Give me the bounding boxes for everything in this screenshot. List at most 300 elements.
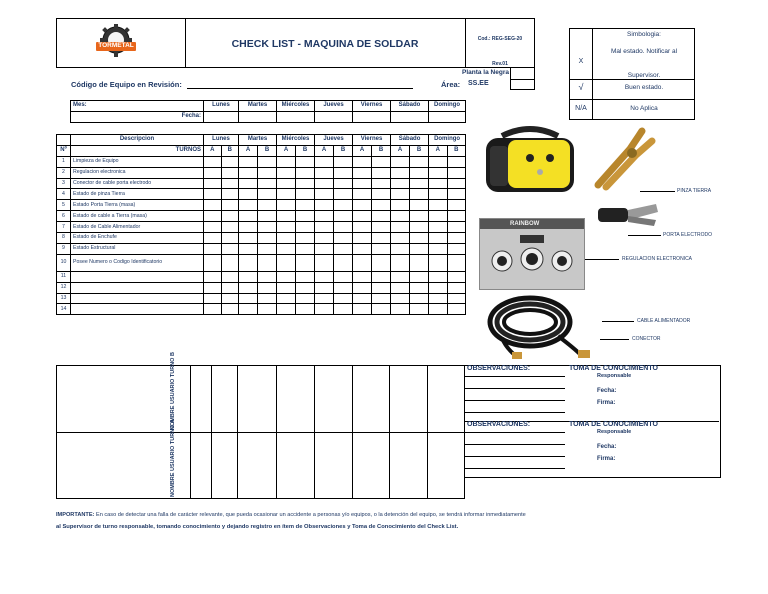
check-cell[interactable] [258,178,277,189]
check-cell[interactable] [204,189,222,200]
checklist-row [57,304,466,315]
check-cell[interactable] [410,282,429,293]
check-cell[interactable] [353,189,372,200]
electrode-holder-image [596,198,666,232]
check-cell[interactable] [296,178,315,189]
check-cell[interactable] [391,254,410,271]
important-notice [56,512,526,518]
check-cell[interactable] [277,282,296,293]
check-cell[interactable] [258,156,277,167]
shift-b-header: B [258,145,277,156]
check-cell[interactable] [429,282,448,293]
check-cell[interactable] [429,254,448,271]
check-cell[interactable] [315,200,334,211]
checklist-row [57,222,466,233]
check-cell[interactable] [315,243,334,254]
check-cell[interactable] [353,304,372,315]
item-number: 5 [57,200,71,211]
check-cell[interactable] [447,254,466,271]
check-cell[interactable] [372,167,391,178]
check-cell[interactable] [447,200,466,211]
shift-a-header: A [277,145,296,156]
check-cell[interactable] [334,293,353,304]
check-cell[interactable] [410,189,429,200]
day-mon: Lunes [204,101,239,112]
check-cell[interactable] [221,282,239,293]
checklist-table [56,134,466,315]
check-cell[interactable] [447,233,466,244]
symbol-check-meaning: Buen estado. [624,84,664,91]
shift-a-header: A [391,145,410,156]
check-cell[interactable] [410,233,429,244]
check-cell[interactable] [258,282,277,293]
check-cell[interactable] [429,178,448,189]
day-sun: Domingo [429,101,466,112]
check-cell[interactable] [429,167,448,178]
check-cell[interactable] [372,304,391,315]
important-line-2: al Supervisor de turno responsable, tomando conocimiento y dejando registro en ítem de Observaciones y Toma de Conocimiento del Check List. [56,524,459,530]
area-value: SS.EE [468,80,489,87]
check-cell[interactable] [372,243,391,254]
check-cell[interactable] [391,293,410,304]
check-cell[interactable] [429,233,448,244]
check-cell[interactable] [296,282,315,293]
check-cell[interactable] [410,254,429,271]
check-cell[interactable] [334,156,353,167]
check-cell[interactable] [277,271,296,282]
check-cell[interactable] [372,211,391,222]
check-cell[interactable] [353,156,372,167]
item-number: 9 [57,243,71,254]
signature-grid [56,365,465,499]
checklist-row [57,211,466,222]
check-cell[interactable] [334,200,353,211]
check-cell[interactable] [239,200,258,211]
check-cell[interactable] [277,178,296,189]
document-code: Cod.: REG-SEG-20 [477,36,523,42]
check-cell[interactable] [334,222,353,233]
check-cell[interactable] [258,200,277,211]
check-cell[interactable] [296,293,315,304]
connector-label: CONECTOR [632,336,661,342]
shift-b-header: B [221,145,239,156]
check-cell[interactable] [447,293,466,304]
equipment-code-field[interactable] [187,88,413,89]
symbology-title: Simbologia: [627,31,661,38]
observations-label-2: OBSERVACIONES: [467,421,531,428]
check-cell[interactable] [221,211,239,222]
day-fri: Viernes [353,135,391,146]
signature-label-2: Firma: [597,456,616,462]
check-cell[interactable] [353,243,372,254]
area-label: Área: [441,80,461,89]
check-cell[interactable] [239,156,258,167]
check-cell[interactable] [221,200,239,211]
check-cell[interactable] [410,243,429,254]
check-cell[interactable] [334,243,353,254]
check-cell[interactable] [296,243,315,254]
check-cell[interactable] [277,222,296,233]
month-date-table [70,100,466,123]
symbology-box [569,28,695,120]
check-cell[interactable] [334,282,353,293]
check-cell[interactable] [429,189,448,200]
description-header: Descripcion [71,135,204,146]
check-cell[interactable] [410,156,429,167]
check-cell[interactable] [277,211,296,222]
checklist-row [57,254,466,271]
check-cell[interactable] [391,271,410,282]
check-cell[interactable] [239,271,258,282]
item-description: Estado de Cable Alimentador [71,222,204,233]
date-label-2: Fecha: [597,444,617,450]
check-cell[interactable] [315,156,334,167]
signature-cell-turno-b[interactable] [352,366,389,432]
check-cell[interactable] [221,243,239,254]
check-cell[interactable] [334,167,353,178]
check-cell[interactable] [391,178,410,189]
check-cell[interactable] [258,254,277,271]
check-cell[interactable] [221,167,239,178]
check-cell[interactable] [429,211,448,222]
check-cell[interactable] [429,304,448,315]
document-revision: Rev.01 [492,61,508,67]
check-cell[interactable] [447,211,466,222]
check-cell[interactable] [296,222,315,233]
check-cell[interactable] [391,243,410,254]
check-cell[interactable] [391,200,410,211]
check-cell[interactable] [204,282,222,293]
checklist-row [57,282,466,293]
check-cell[interactable] [277,156,296,167]
check-cell[interactable] [258,304,277,315]
check-cell[interactable] [429,271,448,282]
check-cell[interactable] [447,271,466,282]
item-description: Limpieza de Equipo [71,156,204,167]
check-cell[interactable] [334,178,353,189]
check-cell[interactable] [296,304,315,315]
check-cell[interactable] [258,222,277,233]
check-cell[interactable] [447,282,466,293]
check-cell[interactable] [239,304,258,315]
check-cell[interactable] [239,222,258,233]
check-cell[interactable] [296,271,315,282]
check-cell[interactable] [353,293,372,304]
signature-cell-turno-b[interactable] [389,366,427,432]
check-cell[interactable] [447,222,466,233]
earth-clamp-image [590,123,660,191]
check-cell[interactable] [258,233,277,244]
check-cell[interactable] [315,233,334,244]
day-mon: Lunes [204,135,239,146]
date-cell[interactable] [315,111,353,122]
item-number: 3 [57,178,71,189]
check-cell[interactable] [277,233,296,244]
check-cell[interactable] [372,271,391,282]
day-wed: Miércoles [277,101,315,112]
check-cell[interactable] [315,211,334,222]
check-cell[interactable] [334,254,353,271]
check-cell[interactable] [372,282,391,293]
check-cell[interactable] [315,254,334,271]
check-cell[interactable] [410,271,429,282]
check-cell[interactable] [315,304,334,315]
check-cell[interactable] [296,200,315,211]
check-cell[interactable] [372,200,391,211]
check-cell[interactable] [372,254,391,271]
check-cell[interactable] [315,282,334,293]
check-cell[interactable] [410,304,429,315]
check-cell[interactable] [258,293,277,304]
check-cell[interactable] [372,293,391,304]
check-cell[interactable] [239,293,258,304]
item-number: 4 [57,189,71,200]
check-cell[interactable] [315,293,334,304]
check-cell[interactable] [239,233,258,244]
check-cell[interactable] [353,200,372,211]
check-cell[interactable] [221,178,239,189]
check-cell[interactable] [204,254,222,271]
check-cell[interactable] [204,156,222,167]
check-cell[interactable] [258,271,277,282]
date-cell[interactable] [239,111,277,122]
check-cell[interactable] [204,222,222,233]
shifts-header: TURNOS [71,145,204,156]
check-cell[interactable] [353,233,372,244]
check-cell[interactable] [334,233,353,244]
month-label: Mes: [71,101,204,112]
check-cell[interactable] [410,222,429,233]
check-cell[interactable] [334,304,353,315]
check-cell[interactable] [315,222,334,233]
signature-cell-turno-b[interactable] [211,366,237,432]
check-cell[interactable] [391,233,410,244]
check-cell[interactable] [221,271,239,282]
check-cell[interactable] [221,189,239,200]
check-cell[interactable] [429,156,448,167]
check-cell[interactable] [447,304,466,315]
check-cell[interactable] [204,293,222,304]
signature-label-1: Firma: [597,400,616,406]
symbol-x-meaning: Mal estado. Notificar al Supervisor. [610,48,678,79]
date-cell[interactable] [391,111,429,122]
regulation-label: REGULACION ELECTRONICA [622,256,693,262]
signature-cell-turno-a[interactable] [237,432,276,498]
check-cell[interactable] [296,211,315,222]
check-cell[interactable] [429,243,448,254]
check-cell[interactable] [204,167,222,178]
signature-cell-turno-b[interactable] [276,366,314,432]
date-cell[interactable] [353,111,391,122]
check-cell[interactable] [221,254,239,271]
check-cell[interactable] [277,189,296,200]
check-cell[interactable] [429,222,448,233]
check-cell[interactable] [258,167,277,178]
check-cell[interactable] [391,167,410,178]
check-cell[interactable] [277,243,296,254]
check-cell[interactable] [315,167,334,178]
check-cell[interactable] [391,304,410,315]
date-label: Fecha: [71,111,204,122]
check-cell[interactable] [277,254,296,271]
day-fri: Viernes [353,101,391,112]
shift-b-header: B [410,145,429,156]
item-number: 13 [57,293,71,304]
check-cell[interactable] [447,167,466,178]
item-description [71,293,204,304]
date-cell[interactable] [429,111,466,122]
check-cell[interactable] [258,243,277,254]
item-number: 7 [57,222,71,233]
shift-b-header: B [447,145,466,156]
check-cell[interactable] [204,243,222,254]
item-number: 6 [57,211,71,222]
check-cell[interactable] [447,156,466,167]
important-line-1: En caso de detectar una falla de carácter relevante, que pueda ocasionar un accidente a personas y/o equipos, o la detención del equipo, se tendrá informar inmediatamente [94,512,526,518]
cable-label: CABLE ALIMENTADOR [637,318,691,324]
check-cell[interactable] [239,243,258,254]
shift-a-header: A [239,145,258,156]
check-cell[interactable] [410,178,429,189]
date-cell[interactable] [277,111,315,122]
date-cell[interactable] [204,111,239,122]
checklist-row [57,178,466,189]
check-cell[interactable] [353,178,372,189]
cable-image [478,290,596,362]
check-cell[interactable] [410,167,429,178]
check-cell[interactable] [353,222,372,233]
check-cell[interactable] [391,211,410,222]
check-cell[interactable] [296,167,315,178]
check-cell[interactable] [391,222,410,233]
company-logo [92,24,140,58]
check-cell[interactable] [239,282,258,293]
day-thu: Jueves [315,135,353,146]
check-cell[interactable] [315,178,334,189]
item-description: Estado de pinza Tierra [71,189,204,200]
check-cell[interactable] [296,156,315,167]
signature-cell-turno-a[interactable] [276,432,314,498]
check-cell[interactable] [258,211,277,222]
check-cell[interactable] [221,156,239,167]
item-description: Regulacion electronica [71,167,204,178]
check-cell[interactable] [353,167,372,178]
control-panel-image [479,218,585,290]
check-cell[interactable] [429,200,448,211]
shift-b-header: B [334,145,353,156]
shift-b-header: B [296,145,315,156]
check-cell[interactable] [391,156,410,167]
checklist-row [57,293,466,304]
check-cell[interactable] [372,222,391,233]
check-cell[interactable] [372,189,391,200]
check-cell[interactable] [277,304,296,315]
check-cell[interactable] [221,293,239,304]
check-cell[interactable] [410,211,429,222]
logo-text: TORMETAL [98,42,134,49]
check-cell[interactable] [372,233,391,244]
check-cell[interactable] [277,200,296,211]
check-cell[interactable] [296,254,315,271]
check-cell[interactable] [410,200,429,211]
checklist-row [57,200,466,211]
earth-clamp-label: PINZA TIERRA [677,188,712,194]
check-cell[interactable] [353,254,372,271]
check-cell[interactable] [296,189,315,200]
signature-cell-turno-a[interactable] [427,432,464,498]
signature-cell-turno-a[interactable] [314,432,352,498]
check-cell[interactable] [353,211,372,222]
check-cell[interactable] [221,222,239,233]
check-cell[interactable] [447,243,466,254]
check-cell[interactable] [410,293,429,304]
responsible-label-1: Responsable [597,373,632,379]
check-cell[interactable] [258,189,277,200]
check-cell[interactable] [391,189,410,200]
check-cell[interactable] [239,254,258,271]
check-cell[interactable] [334,211,353,222]
check-cell[interactable] [277,167,296,178]
check-cell[interactable] [353,271,372,282]
responsible-label-2: Responsable [597,429,632,435]
check-cell[interactable] [391,282,410,293]
signature-cell-turno-b[interactable] [427,366,464,432]
check-cell[interactable] [221,304,239,315]
signature-cell-turno-a[interactable] [352,432,389,498]
check-cell[interactable] [239,189,258,200]
item-number: 10 [57,254,71,271]
checklist-row [57,243,466,254]
check-cell[interactable] [372,156,391,167]
check-cell[interactable] [204,211,222,222]
signature-cell-turno-b[interactable] [314,366,352,432]
signature-cell-turno-b[interactable] [237,366,276,432]
check-cell[interactable] [204,178,222,189]
check-cell[interactable] [334,189,353,200]
shift-a-header: A [315,145,334,156]
check-cell[interactable] [204,200,222,211]
check-cell[interactable] [221,233,239,244]
equipment-code-label: Código de Equipo en Revisión: [71,80,182,89]
check-cell[interactable] [447,189,466,200]
signature-cell-turno-a[interactable] [389,432,427,498]
check-cell[interactable] [277,293,296,304]
ack-label-1: TOMA DE CONOCIMIENTO [569,365,658,372]
check-cell[interactable] [353,282,372,293]
check-cell[interactable] [239,167,258,178]
check-cell[interactable] [372,178,391,189]
item-number: 11 [57,271,71,282]
check-cell[interactable] [296,233,315,244]
check-cell[interactable] [239,178,258,189]
check-cell[interactable] [429,293,448,304]
user-turno-a-label: NOMBRE USUARIO TURNO A [170,419,176,497]
check-cell[interactable] [204,233,222,244]
check-cell[interactable] [204,271,222,282]
item-number: 8 [57,233,71,244]
signature-cell-turno-a[interactable] [211,432,237,498]
check-cell[interactable] [239,211,258,222]
symbol-na-meaning: No Aplica [630,105,658,112]
check-cell[interactable] [447,178,466,189]
ack-label-2: TOMA DE CONOCIMIENTO [569,421,658,428]
check-cell[interactable] [334,271,353,282]
check-cell[interactable] [315,271,334,282]
day-sat: Sábado [391,135,429,146]
check-cell[interactable] [204,304,222,315]
check-cell[interactable] [315,189,334,200]
date-label-1: Fecha: [597,388,617,394]
